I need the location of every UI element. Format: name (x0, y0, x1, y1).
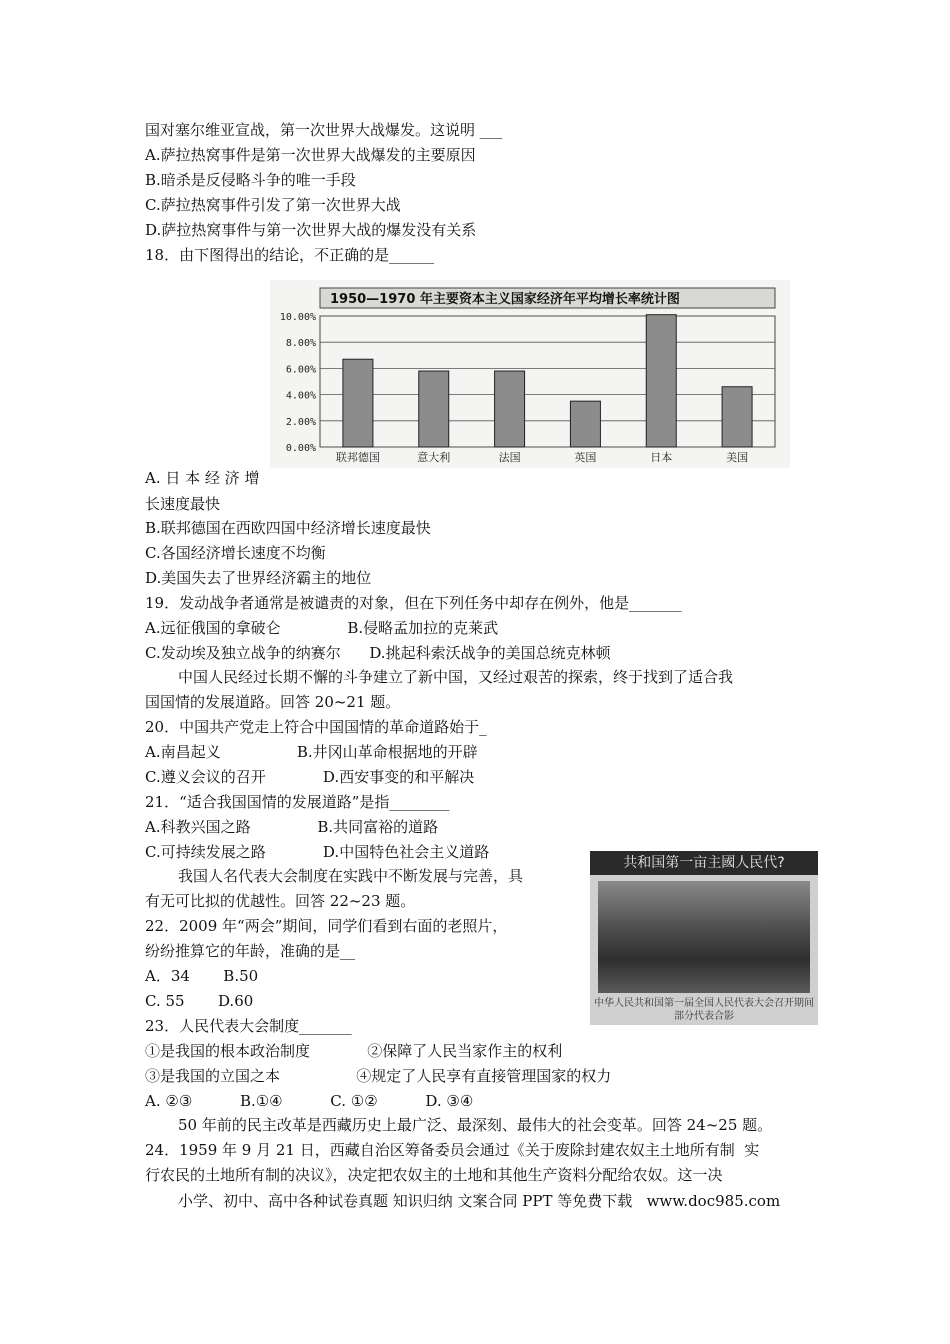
question-18: 18．由下图得出的结论，不正确的是______ (145, 246, 435, 264)
option-b: B.暗杀是反侵略斗争的唯一手段 (145, 171, 356, 189)
option-a-cont: 长速度最快 (145, 495, 221, 513)
statements-12: ①是我国的根本政治制度 ②保障了人民当家作主的权利 (145, 1042, 563, 1060)
text-line: 国对塞尔维亚宣战，第一次世界大战爆发。这说明 ___ (145, 121, 503, 139)
intro-22-23: 我国人名代表大会制度在实践中不断发展与完善，具 (178, 867, 524, 885)
y-tick-label: 2.00% (285, 416, 316, 428)
question-24-cont: 行农民的土地所有制的决议》，决定把农奴主的土地和其他生产资料分配给农奴。这一决 (145, 1166, 723, 1184)
intro-20-21-cont: 国国情的发展道路。回答 20~21 题。 (145, 693, 401, 711)
footer-text: 小学、初中、高中各种试卷真题 知识归纳 文案合同 PPT 等免费下载 www.doc985.com (178, 1192, 781, 1210)
photo-caption-line2: 部分代表合影 (674, 1011, 734, 1022)
option-a: A. 日 本 经 济 增 (145, 469, 260, 487)
bar (419, 371, 449, 447)
question-22-cont: 纷纷推算它的年龄，准确的是__ (145, 942, 356, 960)
chart-svg (270, 280, 790, 468)
question-20: 20．中国共产党走上符合中国国情的革命道路始于_ (145, 718, 487, 736)
intro-20-21: 中国人民经过长期不懈的斗争建立了新中国，又经过艰苦的探索，终于找到了适合我 (178, 668, 734, 686)
options-ab: A.远征俄国的拿破仑 B.侵略孟加拉的克莱武 (145, 619, 499, 637)
y-tick-label: 10.00% (279, 312, 316, 323)
options-ab: A.南昌起义 B.井冈山革命根据地的开辟 (145, 743, 478, 761)
options-ab: A．34 B.50 (145, 967, 259, 985)
options-cd: C.发动埃及独立战争的纳赛尔 D.挑起科索沃战争的美国总统克林顿 (145, 644, 611, 662)
question-22: 22．2009 年“两会”期间，同学们看到右面的老照片， (145, 917, 508, 935)
x-tick-label: 意大利 (417, 451, 451, 464)
option-d: D.萨拉热窝事件与第一次世界大战的爆发没有关系 (145, 221, 477, 239)
npc-photo (590, 851, 818, 1025)
statements-34: ③是我国的立国之本 ④规定了人民享有直接管理国家的权力 (145, 1067, 612, 1085)
intro-22-23-cont: 有无可比拟的优越性。回答 22~23 题。 (145, 892, 416, 910)
question-21: 21．“适合我国国情的发展道路”是指________ (145, 793, 450, 811)
y-tick-label: 0.00% (285, 443, 316, 454)
bar (495, 371, 525, 447)
option-c: C.萨拉热窝事件引发了第一次世界大战 (145, 196, 401, 214)
bar (570, 401, 600, 447)
option-b: B.联邦德国在西欧四国中经济增长速度最快 (145, 519, 431, 537)
x-tick-label: 法国 (498, 451, 521, 464)
y-tick-label: 8.00% (285, 338, 316, 350)
option-c: C.各国经济增长速度不均衡 (145, 544, 326, 562)
x-tick-label: 联邦德国 (335, 451, 380, 464)
option-a: A.萨拉热窝事件是第一次世界大战爆发的主要原因 (145, 146, 476, 164)
photo-caption-line1: 中华人民共和国第一届全国人民代表大会召开期间 (594, 998, 814, 1009)
bar (343, 359, 373, 447)
bar (722, 387, 752, 447)
growth-rate-chart (270, 280, 790, 468)
x-tick-label: 英国 (574, 451, 597, 464)
question-19: 19．发动战争者通常是被谴责的对象，但在下列任务中却存在例外，他是_______ (145, 594, 682, 612)
option-d: D.美国失去了世界经济霸主的地位 (145, 569, 372, 587)
question-24: 24．1959 年 9 月 21 日，西藏自治区筹备委员会通过《关于废除封建农奴主土地所有制 实 (145, 1141, 760, 1159)
options-cd: C. 55 D.60 (145, 992, 254, 1010)
y-tick-label: 6.00% (285, 364, 316, 376)
photo-caption (590, 997, 818, 1023)
plot-frame (320, 316, 775, 447)
x-tick-label: 美国 (726, 451, 749, 464)
options-ab: A.科教兴国之路 B.共同富裕的道路 (145, 818, 439, 836)
x-tick-label: 日本 (650, 451, 673, 464)
y-tick-label: 4.00% (285, 390, 316, 402)
question-23: 23．人民代表大会制度_______ (145, 1017, 352, 1035)
answer-options: A. ②③ B.①④ C. ①② D. ③④ (145, 1092, 474, 1110)
delegates-group-image (598, 881, 810, 993)
intro-24-25: 50 年前的民主改革是西藏历史上最广泛、最深刻、最伟大的社会变革。回答 24~25 题。 (178, 1116, 773, 1134)
options-cd: C.可持续发展之路 D.中国特色社会主义道路 (145, 843, 490, 861)
photo-banner: 共和国第一亩主國人民代? (590, 851, 818, 875)
chart-title: 1950—1970 年主要资本主义国家经济年平均增长率统计图 (330, 292, 680, 307)
options-cd: C.遵义会议的召开 D.西安事变的和平解决 (145, 768, 475, 786)
bar (646, 315, 676, 447)
